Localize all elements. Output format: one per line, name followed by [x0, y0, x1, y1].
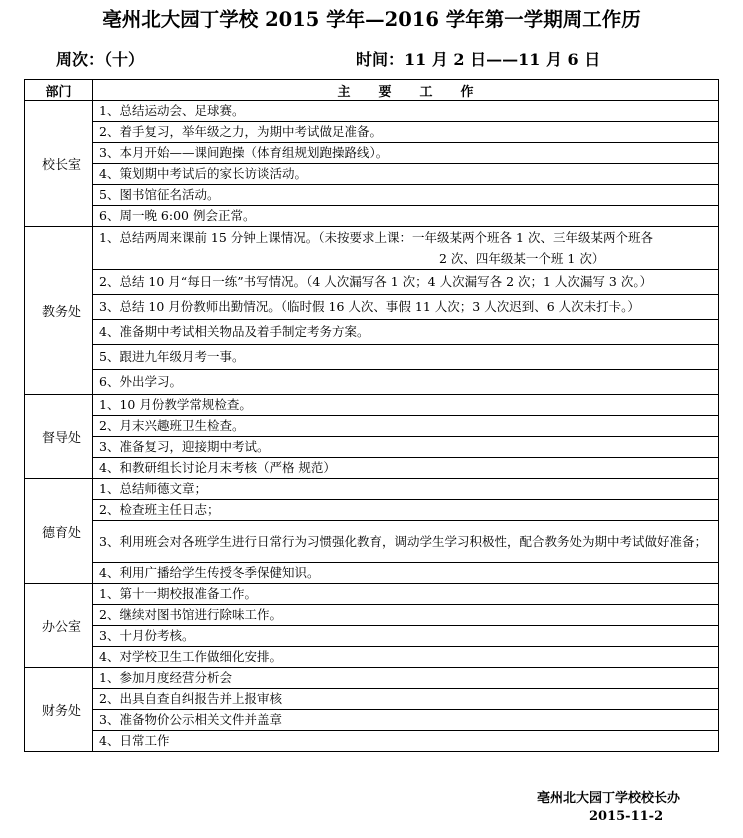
table-row	[25, 345, 719, 370]
week-label: 周次：（十）	[56, 50, 145, 69]
table-row	[25, 626, 719, 647]
work-item: 3、本月开始——课间跑操（体育组规划跑操路线）。	[93, 143, 719, 164]
work-item: 5、图书馆征名活动。	[93, 185, 719, 206]
table-row	[25, 395, 719, 416]
time-range-label: 时间：11 月 2 日——11 月 6 日	[356, 50, 601, 69]
header-char: 主	[337, 84, 351, 100]
work-item: 4、日常工作	[93, 731, 719, 752]
table-row	[25, 227, 719, 270]
table-row	[25, 479, 719, 500]
table-row	[25, 437, 719, 458]
main-work-column-header	[93, 80, 719, 101]
work-item: 2、继续对图书馆进行除味工作。	[93, 605, 719, 626]
dept-column-header: 部门	[25, 80, 93, 101]
issuer-signature: 亳州北大园丁学校校长办	[537, 791, 681, 806]
work-item: 1、10 月份教学常规检查。	[93, 395, 719, 416]
table-row	[25, 164, 719, 185]
table-row	[25, 122, 719, 143]
dept-cell-moral-education-office: 德育处	[25, 479, 93, 584]
table-row	[25, 270, 719, 295]
table-row	[25, 521, 719, 563]
work-item: 3、总结 10 月份教师出勤情况。（临时假 16 人次、事假 11 人次；3 人次迟到、6 人次未打卡。）	[93, 295, 719, 320]
work-item: 2、总结 10 月“每日一练”书写情况。（4 人次漏写各 1 次；4 人次漏写各 2 次；1 人次漏写 3 次。）	[93, 270, 719, 295]
dept-cell-finance-office: 财务处	[25, 668, 93, 752]
work-item-text: 1、总结两周来课前 15 分钟上课情况。（未按要求上课：一年级某两个班各 1 次、三年级某两个班各	[99, 230, 653, 245]
table-row	[25, 668, 719, 689]
table-row	[25, 101, 719, 122]
work-item: 6、外出学习。	[93, 370, 719, 395]
dept-cell-general-office: 办公室	[25, 584, 93, 668]
work-item: 4、对学校卫生工作做细化安排。	[93, 647, 719, 668]
work-item: 4、准备期中考试相关物品及着手制定考务方案。	[93, 320, 719, 345]
table-row	[25, 185, 719, 206]
work-item: 4、利用广播给学生传授冬季保健知识。	[93, 563, 719, 584]
table-row	[25, 500, 719, 521]
work-item: 1、总结师德文章；	[93, 479, 719, 500]
work-item: 4、策划期中考试后的家长访谈活动。	[93, 164, 719, 185]
table-row	[25, 731, 719, 752]
table-row	[25, 563, 719, 584]
table-row	[25, 647, 719, 668]
work-item: 2、着手复习，举年级之力，为期中考试做足准备。	[93, 122, 719, 143]
table-header-row	[25, 80, 719, 101]
table-row	[25, 710, 719, 731]
work-item: 4、和教研组长讨论月末考核（严格 规范）	[93, 458, 719, 479]
weekly-work-calendar-table	[24, 79, 719, 752]
work-item	[93, 227, 719, 270]
table-row	[25, 458, 719, 479]
work-item: 6、周一晚 6:00 例会正常。	[93, 206, 719, 227]
table-row	[25, 584, 719, 605]
issue-date: 2015-11-2	[589, 809, 664, 824]
work-item: 1、参加月度经营分析会	[93, 668, 719, 689]
work-item: 3、利用班会对各班学生进行日常行为习惯强化教育，调动学生学习积极性，配合教务处为期中考试做好准备；	[93, 521, 719, 563]
header-char: 作	[460, 84, 474, 100]
table-row	[25, 320, 719, 345]
work-item: 1、第十一期校报准备工作。	[93, 584, 719, 605]
table-row	[25, 370, 719, 395]
header-char: 工	[419, 84, 433, 100]
work-item: 2、检查班主任日志；	[93, 500, 719, 521]
work-item: 3、准备复习，迎接期中考试。	[93, 437, 719, 458]
table-row	[25, 605, 719, 626]
work-item: 3、十月份考核。	[93, 626, 719, 647]
work-item-continuation: 2 次、四年级某一个班 1 次）	[439, 251, 605, 266]
table-row	[25, 295, 719, 320]
dept-cell-academic-affairs: 教务处	[25, 227, 93, 395]
table-row	[25, 143, 719, 164]
table-row	[25, 206, 719, 227]
header-char: 要	[378, 84, 392, 100]
dept-cell-supervision-office: 督导处	[25, 395, 93, 479]
work-item: 2、月末兴趣班卫生检查。	[93, 416, 719, 437]
document-title: 亳州北大园丁学校 2015 学年—2016 学年第一学期周工作历	[102, 8, 641, 31]
work-item: 5、跟进九年级月考一事。	[93, 345, 719, 370]
work-item: 2、出具自查自纠报告并上报审核	[93, 689, 719, 710]
table-row	[25, 689, 719, 710]
dept-cell-principal-office: 校长室	[25, 101, 93, 227]
work-item: 3、准备物价公示相关文件并盖章	[93, 710, 719, 731]
table-row	[25, 416, 719, 437]
work-item: 1、总结运动会、足球赛。	[93, 101, 719, 122]
